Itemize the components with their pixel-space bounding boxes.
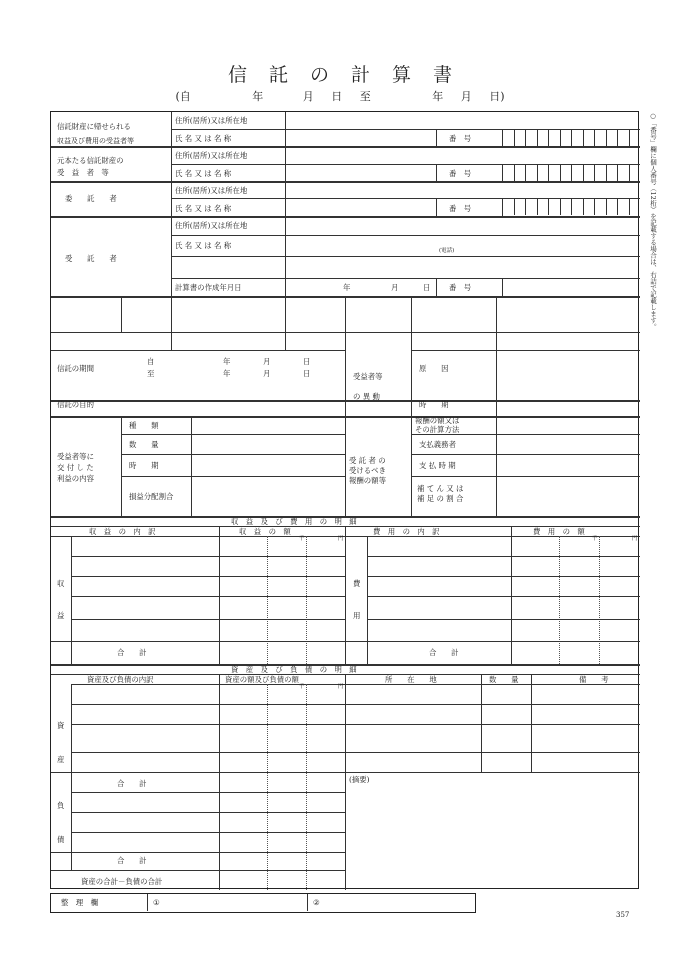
ymd: 月 (263, 369, 271, 378)
benefits-label: 交 付 し た (57, 463, 94, 472)
beneficiary-income-label: 信託財産に帰せられる (57, 122, 131, 131)
number-label: 番 号 (449, 204, 472, 213)
period-part: 日) (489, 90, 505, 103)
yen-unit: 円 (338, 684, 344, 690)
digit-divider (629, 198, 630, 215)
address-label: 住所(居所)又は所在地 (175, 221, 248, 230)
income-amount-header: 収 益 の 額 (239, 527, 291, 536)
digit-divider (629, 164, 630, 181)
date-part: 年 (343, 283, 351, 292)
title-char: 算 (392, 64, 412, 86)
digit-divider (617, 198, 618, 215)
to-label: 至 (147, 369, 155, 378)
name-label: 氏 名 又 は 名 称 (175, 241, 232, 250)
fee-method-label: その計算方法 (415, 425, 460, 434)
digit-divider (537, 164, 538, 181)
beneficiary-change-label: 受益者等 (353, 372, 383, 381)
digit-divider (560, 198, 561, 215)
expense-breakdown-header: 費 用 の 内 訳 (373, 527, 440, 536)
period-part: 年 (252, 90, 264, 103)
period-part: (自 (175, 90, 191, 103)
ymd: 日 (303, 369, 311, 378)
benefits-label: 受益者等に (57, 452, 94, 461)
digit-divider (606, 129, 607, 146)
purpose-label: 信託の目的 (57, 400, 94, 409)
period-line (0, 88, 680, 104)
digit-divider (583, 198, 584, 215)
trustee-fee-label: 受 託 者 の (349, 456, 386, 465)
fee-method-label: 報酬の額又は (415, 416, 460, 425)
digit-divider (594, 198, 595, 215)
created-date-label: 計算書の作成年月日 (175, 283, 242, 292)
liability-total-label: 合 計 (117, 856, 147, 865)
remarks-header: 備 考 (579, 675, 609, 684)
beneficiary-income-label: 収益及び費用の受益者等 (57, 137, 134, 145)
digit-divider (560, 129, 561, 146)
pay-time-label: 支 払 時 期 (419, 461, 456, 470)
period-part: 日 (331, 90, 343, 103)
expense-side-label: 用 (353, 611, 361, 620)
digit-divider (594, 129, 595, 146)
trust-period-label: 信託の期間 (57, 364, 94, 373)
summary-label: (摘要) (349, 775, 370, 784)
yen-unit: 千 (299, 536, 305, 542)
time-label: 時 期 (419, 400, 449, 409)
principal-beneficiary-label: 受 益 者 等 (57, 168, 109, 177)
cause-label: 原 因 (419, 364, 449, 373)
kind-label: 種 類 (129, 421, 159, 430)
digit-divider (537, 129, 538, 146)
address-label: 住所(居所)又は所在地 (175, 116, 248, 125)
title-char: 託 (268, 64, 288, 86)
settlor-label: 委 託 者 (65, 194, 117, 203)
income-expense-title: 収 益 及 び 費 用 の 明 細 (231, 517, 357, 526)
liability-side-label: 債 (57, 835, 65, 844)
address-label: 住所(居所)又は所在地 (175, 151, 248, 160)
digit-divider (571, 164, 572, 181)
title-char: 信 (227, 64, 247, 86)
side-note: ○「番号」欄に個人番号（12桁）を記載する場合は、右詰で記載します。 (649, 112, 657, 330)
digit-divider (548, 129, 549, 146)
principal-beneficiary-label: 元本たる信託財産の (57, 156, 124, 165)
digit-divider (537, 198, 538, 215)
ymd: 月 (263, 357, 271, 366)
yen-unit: 円 (632, 536, 638, 542)
period-part: 年 (432, 90, 444, 103)
digit-divider (514, 198, 515, 215)
number-label: 番 号 (449, 134, 472, 143)
phone-label: (電話) (439, 248, 455, 254)
digit-divider (606, 198, 607, 215)
period-part: 月 (302, 90, 314, 103)
asset-total-label: 合 計 (117, 779, 147, 788)
profit-ratio-label: 損益分配割合 (129, 492, 174, 501)
digit-divider (629, 129, 630, 146)
page-title (0, 60, 680, 87)
beneficiary-change-label: の 異 動 (353, 392, 380, 401)
digit-divider (525, 198, 526, 215)
digit-divider (548, 164, 549, 181)
income-side-label: 益 (57, 611, 65, 620)
expense-amount-header: 費 用 の 額 (533, 527, 585, 536)
yen-unit: 千 (299, 684, 305, 690)
number-label: 番 号 (449, 283, 472, 292)
digit-divider (571, 198, 572, 215)
liability-side-label: 負 (57, 801, 65, 810)
name-label: 氏 名 又 は 名 称 (175, 134, 232, 143)
digit-divider (594, 164, 595, 181)
income-total-label: 合 計 (117, 648, 147, 657)
digit-divider (617, 129, 618, 146)
yen-unit: 千 (592, 536, 598, 542)
digit-divider (525, 164, 526, 181)
name-label: 氏 名 又 は 名 称 (175, 204, 232, 213)
period-part: 月 (460, 90, 472, 103)
quantity-label: 数 量 (129, 440, 159, 449)
from-label: 自 (147, 357, 155, 366)
title-char: の (309, 64, 329, 86)
digit-divider (606, 164, 607, 181)
digit-divider (583, 164, 584, 181)
digit-divider (617, 164, 618, 181)
name-label: 氏 名 又 は 名 称 (175, 169, 232, 178)
address-label: 住所(居所)又は所在地 (175, 186, 248, 195)
date-part: 月 (391, 283, 399, 292)
trustee-fee-label: 報酬の額等 (349, 476, 386, 485)
asset-liability-title: 資 産 及 び 負 債 の 明 細 (231, 665, 357, 674)
trustee-fee-label: 受けるべき (349, 466, 386, 475)
digit-divider (583, 129, 584, 146)
ymd: 年 (223, 369, 231, 378)
title-char: 書 (433, 64, 453, 86)
breakdown-header: 資産及び負債の内訳 (87, 675, 154, 684)
circle-one: ① (153, 898, 160, 907)
trustee-label: 受 託 者 (65, 254, 117, 263)
form-sheet (50, 111, 639, 889)
asset-side-label: 資 (57, 721, 65, 730)
timing-label: 時 期 (129, 461, 159, 470)
digit-divider (514, 129, 515, 146)
income-breakdown-header: 収 益 の 内 訳 (89, 527, 156, 536)
benefits-label: 利益の内容 (57, 474, 94, 483)
reference-box (50, 893, 476, 913)
income-side-label: 収 (57, 579, 65, 588)
expense-total-label: 合 計 (429, 648, 459, 657)
page-number: 357 (616, 911, 630, 919)
digit-divider (548, 198, 549, 215)
compensation-label: 補 て ん 又 は (417, 484, 464, 493)
quantity-header: 数 量 (489, 675, 519, 684)
yen-unit: 円 (338, 536, 344, 542)
digit-divider (525, 129, 526, 146)
reference-label: 整 理 欄 (61, 898, 98, 907)
number-label: 番 号 (449, 169, 472, 178)
circle-two: ② (313, 898, 320, 907)
amount-header: 資産の額及び負債の額 (225, 675, 299, 684)
digit-divider (560, 164, 561, 181)
ymd: 年 (223, 357, 231, 366)
location-header: 所 在 地 (385, 675, 437, 684)
compensation-label: 補 足 の 割 合 (417, 494, 464, 503)
date-part: 日 (423, 283, 431, 292)
digit-divider (571, 129, 572, 146)
digit-divider (514, 164, 515, 181)
ymd: 日 (303, 357, 311, 366)
asset-side-label: 産 (57, 755, 65, 764)
payer-label: 支払義務者 (419, 440, 456, 449)
net-assets-label: 資産の合計－負債の合計 (81, 877, 163, 886)
title-char: 計 (351, 64, 371, 86)
period-part: 至 (359, 90, 371, 103)
expense-side-label: 費 (353, 579, 361, 588)
